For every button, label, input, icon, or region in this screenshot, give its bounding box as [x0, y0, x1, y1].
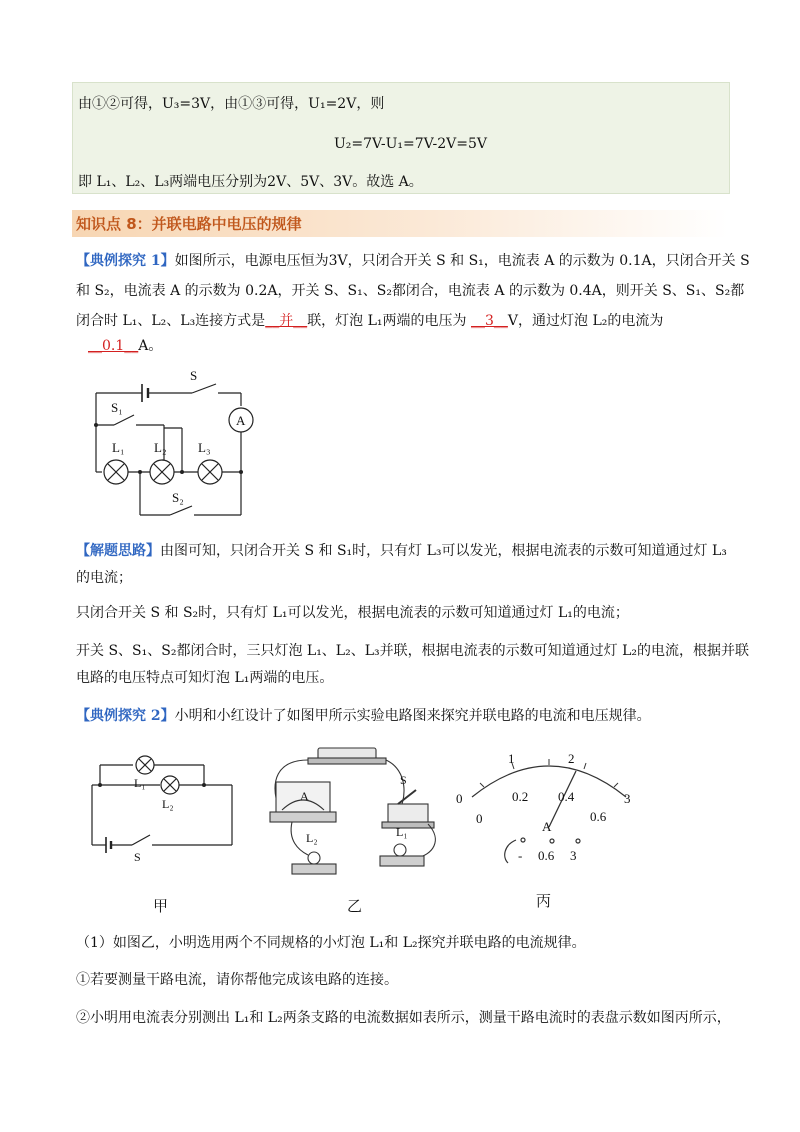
jia-label-L1: L₁ [134, 776, 146, 790]
summary-formula: U₂=7V-U₁=7V-2V=5V [334, 136, 487, 152]
analysis-line-2: 的电流； [76, 570, 132, 586]
example1-line-4 [88, 336, 162, 356]
jia-label-L2: L₂ [162, 797, 174, 811]
example1-text-3c: V，通过灯泡 L₂的电流为 [507, 313, 664, 329]
analysis-text-1: 由图可知，只闭合开关 S 和 S₁时，只有灯 L₃可以发光，根据电流表的示数可知道通过灯 L₃ [160, 543, 727, 559]
meter-terminal-minus: - [518, 848, 523, 863]
summary-line-3: 即 L₁、L₂、L₃两端电压分别为2V、5V、3V。故选 A。 [78, 174, 423, 190]
analysis-tag: 【解题思路】 [76, 543, 160, 559]
section-title: 知识点 8：并联电路中电压的规律 [76, 215, 302, 233]
figure-bing-ammeter-dial [454, 745, 644, 875]
summary-line-1: 由①②可得，U₃=3V，由①③可得，U₁=2V，则 [78, 96, 385, 112]
analysis-line-5: 电路的电压特点可知灯泡 L₁两端的电压。 [76, 670, 334, 686]
figure-label-bing: 丙 [536, 892, 552, 910]
example2-text-1: 小明和小红设计了如图甲所示实验电路图来探究并联电路的电流和电压规律。 [174, 708, 651, 724]
label-S1: S₁ [111, 400, 123, 415]
label-L3: L₃ [198, 440, 211, 455]
figure-label-jia: 甲 [153, 897, 169, 915]
question-1-part-1: ①若要测量干路电流，请你帮他完成该电路的连接。 [76, 972, 398, 988]
yi-ammeter-label: A [300, 789, 309, 803]
example1-tag: 【典例探究 1】 [76, 253, 175, 269]
figure-yi-apparatus [268, 740, 448, 890]
example1-line-3 [76, 311, 663, 331]
example1-text-3b: 联，灯泡 L₁两端的电压为 [307, 313, 471, 329]
jia-label-S: S [134, 850, 141, 864]
answer-blank-voltage: __3__ [471, 313, 508, 329]
example1-text-1: 如图所示，电源电压恒为3V，只闭合开关 S 和 S₁，电流表 A 的示数为 0.1A，只闭合开关 S [174, 253, 750, 269]
label-L1: L₁ [112, 440, 125, 455]
meter-bottom-0.4: 0.4 [558, 789, 575, 804]
figure-label-yi: 乙 [347, 897, 363, 915]
meter-unit-A: A [542, 819, 552, 834]
yi-label-S: S [400, 773, 407, 787]
meter-bottom-0.6: 0.6 [590, 809, 607, 824]
analysis-line-4: 开关 S、S₁、S₂都闭合时，三只灯泡 L₁、L₂、L₃并联，根据电流表的示数可知道通过灯 L₂的电流，根据并联 [76, 643, 749, 659]
question-1: （1）如图乙，小明选用两个不同规格的小灯泡 L₁和 L₂探究并联电路的电流规律。 [76, 935, 586, 951]
example1-line-2: 和 S₂，电流表 A 的示数为 0.2A，开关 S、S₁、S₂都闭合，电流表 A 的示数为 0.4A，则开关 S、S₁、S₂都 [76, 283, 745, 299]
label-S: S [190, 368, 198, 383]
meter-bottom-0.2: 0.2 [512, 789, 529, 804]
label-S2: S₂ [172, 490, 184, 505]
meter-top-0: 0 [456, 791, 463, 806]
circuit-diagram-1 [84, 360, 274, 525]
meter-top-1: 1 [508, 751, 515, 766]
meter-terminal-0.6: 0.6 [538, 848, 555, 863]
answer-blank-current: __0.1__ [88, 338, 139, 354]
question-1-part-2: ②小明用电流表分别测出 L₁和 L₂两条支路的电流数据如表所示，测量干路电流时的表盘示数如图丙所示， [76, 1010, 731, 1026]
example2-line-1 [76, 706, 651, 726]
example1-line-1 [76, 251, 750, 271]
figure-jia-circuit [88, 745, 248, 870]
answer-blank-connection: __并__ [265, 313, 308, 329]
example1-text-4b: A。 [138, 338, 163, 354]
meter-terminal-3: 3 [570, 848, 577, 863]
label-L2: L₂ [154, 440, 167, 455]
yi-label-L1: L₁ [396, 825, 408, 839]
example2-tag: 【典例探究 2】 [76, 708, 175, 724]
analysis-line-1 [76, 541, 727, 561]
analysis-line-3: 只闭合开关 S 和 S₂时，只有灯 L₁可以发光，根据电流表的示数可知道通过灯 L₁的电流； [76, 605, 629, 621]
yi-label-L2: L₂ [306, 831, 318, 845]
example1-text-3a: 闭合时 L₁、L₂、L₃连接方式是 [76, 313, 266, 329]
meter-top-3: 3 [624, 791, 631, 806]
meter-bottom-0: 0 [476, 811, 483, 826]
meter-top-2: 2 [568, 751, 575, 766]
ammeter-A-label: A [236, 413, 246, 428]
